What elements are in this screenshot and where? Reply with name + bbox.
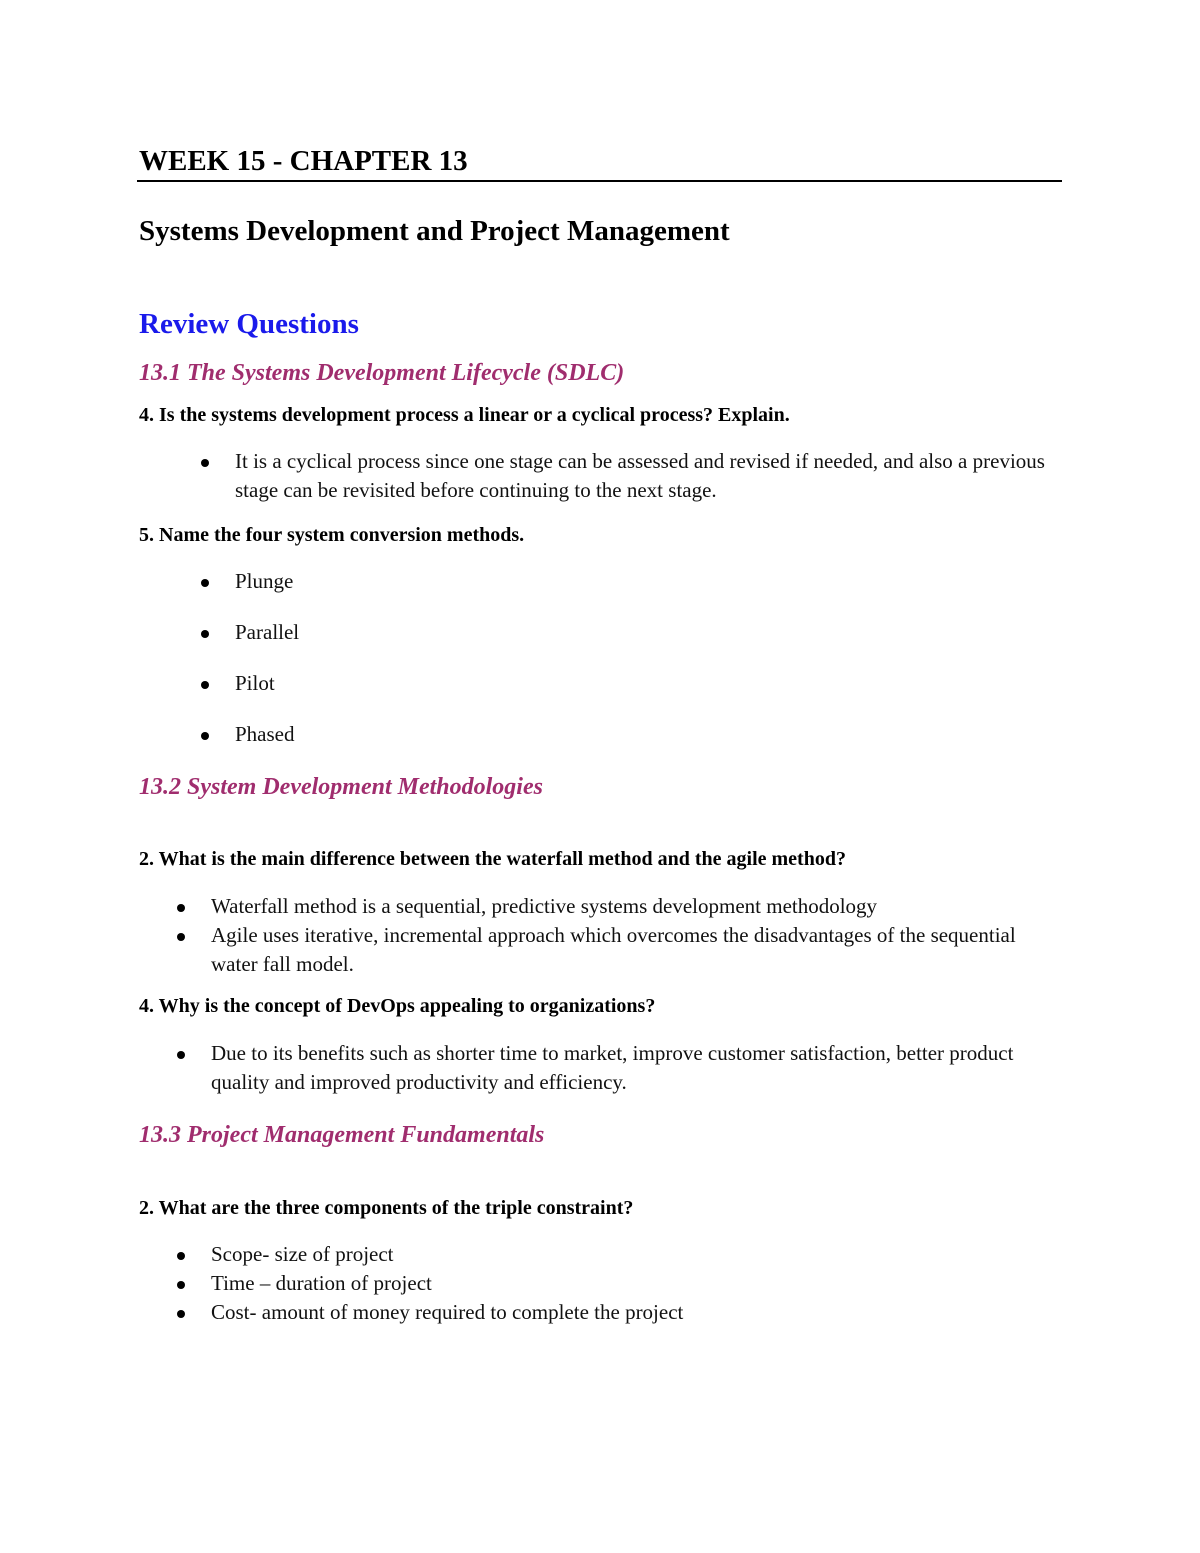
bullet-icon — [201, 459, 209, 467]
answer-text: Scope- size of project — [211, 1242, 394, 1266]
bullet-icon — [177, 1281, 185, 1289]
answer-item — [235, 447, 1055, 505]
bullet-icon — [177, 1051, 185, 1059]
bullet-icon — [201, 681, 209, 689]
answer-text: Cost- amount of money required to complete the project — [211, 1300, 684, 1324]
question-13-1-5: 5. Name the four system conversion methods. — [139, 524, 525, 546]
answer-item — [211, 1298, 1061, 1327]
section-heading-13-2: 13.2 System Development Methodologies — [139, 774, 543, 800]
bullet-icon — [177, 904, 185, 912]
bullet-icon — [201, 732, 209, 740]
answer-item — [235, 567, 1055, 596]
bullet-icon — [177, 1252, 185, 1260]
question-13-1-4: 4. Is the systems development process a linear or a cyclical process? Explain. — [139, 404, 790, 426]
answer-item — [235, 618, 1055, 647]
answer-item — [211, 1039, 1061, 1097]
bullet-icon — [201, 630, 209, 638]
review-questions-heading: Review Questions — [139, 308, 359, 340]
answer-text: Time – duration of project — [211, 1271, 432, 1295]
answer-text: Phased — [235, 722, 295, 746]
bullet-icon — [177, 1310, 185, 1318]
answer-text: Agile uses iterative, incremental approach which overcomes the disadvantages of the sequential water fall model. — [211, 923, 1016, 976]
answer-item — [235, 669, 1055, 698]
answer-list-13-1-4 — [235, 447, 1055, 505]
bullet-icon — [177, 933, 185, 941]
answer-list-13-2-4 — [211, 1039, 1061, 1097]
document-subtitle: Systems Development and Project Management — [139, 215, 730, 247]
answer-item — [211, 892, 1061, 921]
answer-text: Waterfall method is a sequential, predictive systems development methodology — [211, 894, 878, 918]
answer-text: Plunge — [235, 569, 294, 593]
answer-text: Due to its benefits such as shorter time to market, improve customer satisfaction, better product quality and improved productivity and efficiency. — [211, 1041, 1014, 1094]
bullet-icon — [201, 579, 209, 587]
question-13-3-2: 2. What are the three components of the triple constraint? — [139, 1197, 634, 1219]
answer-text: It is a cyclical process since one stage can be assessed and revised if needed, and also a previous stage can be revisited before continuing to the next stage. — [235, 449, 1045, 502]
question-13-2-4: 4. Why is the concept of DevOps appealing to organizations? — [139, 995, 656, 1017]
answer-list-13-3-2 — [211, 1240, 1061, 1327]
answer-item — [211, 921, 1061, 979]
answer-item — [211, 1269, 1061, 1298]
answer-text: Parallel — [235, 620, 300, 644]
answer-item — [235, 720, 1055, 749]
question-13-2-2: 2. What is the main difference between the waterfall method and the agile method? — [139, 848, 846, 870]
section-heading-13-3: 13.3 Project Management Fundamentals — [139, 1122, 545, 1148]
answer-list-13-2-2 — [211, 892, 1061, 979]
week-title: WEEK 15 - CHAPTER 13 — [139, 145, 468, 177]
answer-text: Pilot — [235, 671, 275, 695]
answer-item — [211, 1240, 1061, 1269]
answer-list-13-1-5 — [235, 567, 1055, 749]
section-heading-13-1: 13.1 The Systems Development Lifecycle (SDLC) — [139, 360, 625, 386]
title-underline-rule — [137, 180, 1062, 182]
